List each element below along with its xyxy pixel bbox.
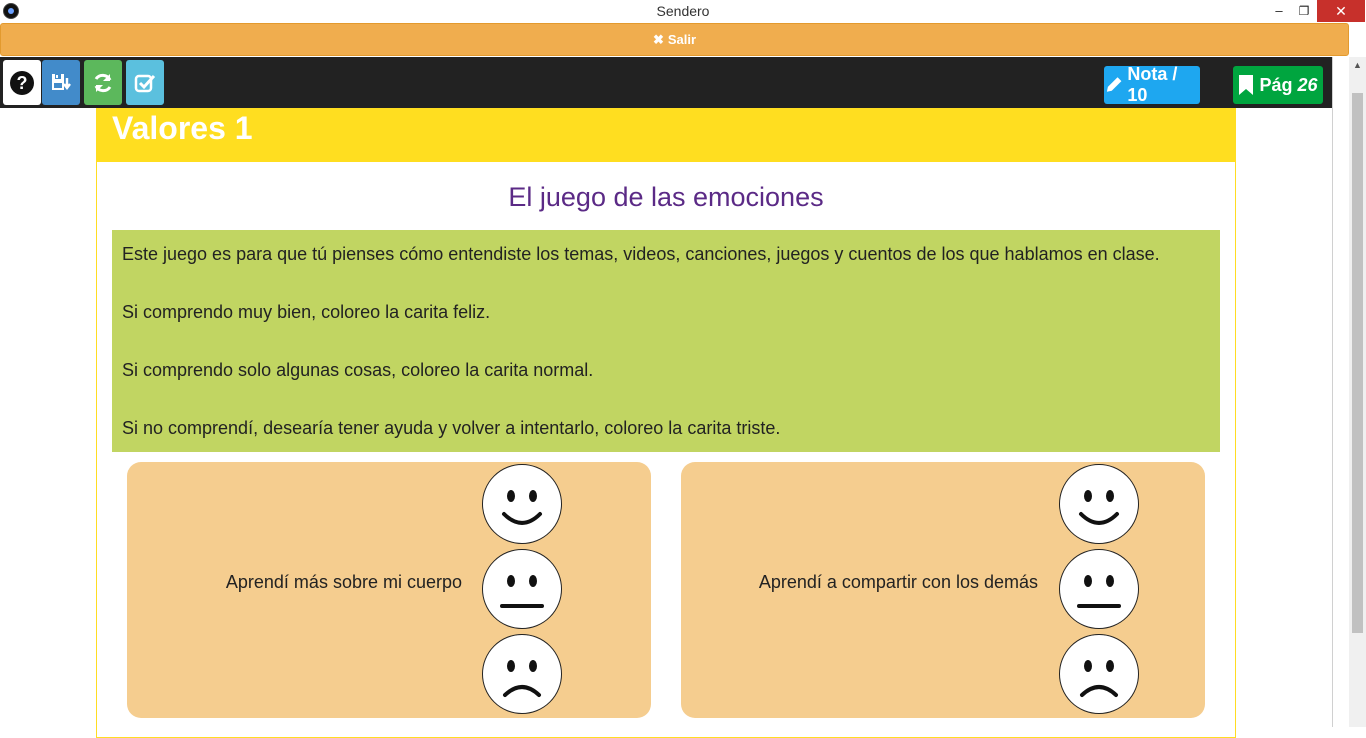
bookmark-icon: [1238, 74, 1254, 96]
emotion-card: [127, 462, 651, 718]
exit-label: Salir: [667, 32, 697, 47]
nota-button[interactable]: [1104, 66, 1200, 104]
minimize-button[interactable]: –: [1275, 3, 1283, 18]
sad-face-icon[interactable]: [482, 634, 562, 714]
toolbar: [0, 57, 1332, 108]
vertical-scrollbar[interactable]: [1349, 57, 1366, 727]
page-button[interactable]: [1233, 66, 1323, 104]
check-icon: [133, 71, 157, 95]
help-button[interactable]: [3, 60, 41, 105]
scroll-up-arrow-icon[interactable]: ▲: [1353, 60, 1362, 70]
check-button[interactable]: [126, 60, 164, 105]
close-icon: ✖: [652, 32, 664, 47]
sad-face-icon[interactable]: [1059, 634, 1139, 714]
pencil-icon: [1104, 75, 1123, 95]
refresh-icon: [91, 71, 115, 95]
scrollbar-thumb[interactable]: [1352, 93, 1363, 633]
instruction-text: Este juego es para que tú pienses cómo entendiste los temas, videos, canciones, juegos y cuentos de los que hablamos en clase.: [122, 244, 1160, 264]
activity-content: [96, 108, 1236, 738]
divider: [1332, 57, 1333, 727]
save-button[interactable]: [42, 60, 80, 105]
exit-button[interactable]: [0, 23, 1349, 56]
nota-label: Nota / 10: [1127, 64, 1178, 105]
neutral-face-icon[interactable]: [482, 549, 562, 629]
instruction-text: Si no comprendí, desearía tener ayuda y volver a intentarlo, coloreo la carita triste.: [122, 418, 781, 438]
happy-face-icon[interactable]: [1059, 464, 1139, 544]
save-icon: [50, 72, 72, 94]
neutral-face-icon[interactable]: [1059, 549, 1139, 629]
maximize-button[interactable]: ❐: [1298, 4, 1310, 18]
page-header: [97, 108, 1235, 162]
refresh-button[interactable]: [84, 60, 122, 105]
window-titlebar: [0, 0, 1366, 22]
window-title: Sendero: [656, 3, 710, 19]
close-window-button[interactable]: ✕: [1317, 0, 1365, 22]
card-label: Aprendí más sobre mi cuerpo: [225, 572, 462, 592]
instructions-box: [112, 230, 1220, 452]
page-number: 26: [1297, 74, 1318, 95]
page-title: Valores 1: [112, 110, 253, 146]
activity-subtitle: El juego de las emociones: [508, 182, 824, 212]
instruction-text: Si comprendo muy bien, coloreo la carita feliz.: [122, 302, 491, 322]
help-icon: ?: [10, 71, 34, 95]
page-label: Pág: [1259, 74, 1293, 95]
instruction-text: Si comprendo solo algunas cosas, coloreo la carita normal.: [122, 360, 594, 380]
emotion-card: [681, 462, 1205, 718]
happy-face-icon[interactable]: [482, 464, 562, 544]
card-label: Aprendí a compartir con los demás: [758, 572, 1038, 592]
